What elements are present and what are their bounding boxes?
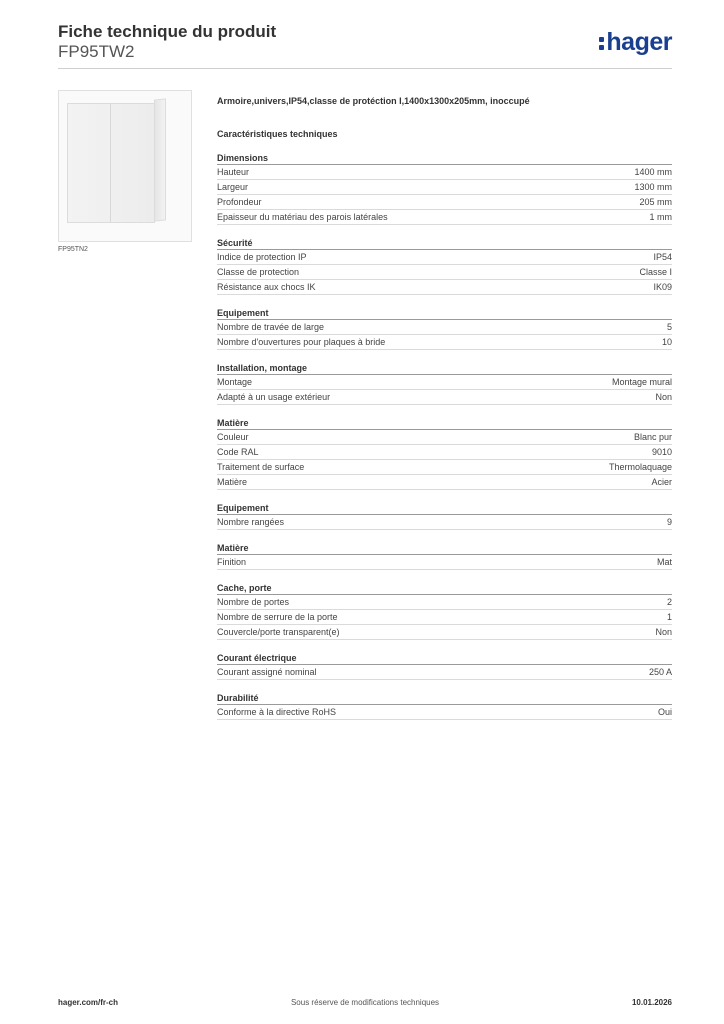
- spec-value: Oui: [657, 707, 672, 717]
- spec-value: 1 mm: [649, 212, 672, 222]
- spec-label: Epaisseur du matériau des parois latérales: [217, 212, 388, 222]
- spec-value: IK09: [653, 282, 672, 292]
- spec-label: Couvercle/porte transparent(e): [217, 627, 340, 637]
- footer-date: 10.01.2026: [631, 998, 672, 1007]
- cabinet-side-icon: [154, 98, 166, 221]
- spec-section: [217, 153, 672, 225]
- spec-section: [217, 363, 672, 405]
- footer-notice: Sous réserve de modifications techniques: [290, 998, 440, 1007]
- logo-dots-icon: [599, 35, 604, 51]
- section-title: Dimensions: [217, 153, 672, 165]
- image-caption: FP95TN2: [58, 246, 88, 253]
- spec-label: Nombre de serrure de la porte: [217, 612, 338, 622]
- spec-section: [217, 503, 672, 530]
- spec-value: 1: [666, 612, 672, 622]
- spec-value: Blanc pur: [633, 432, 672, 442]
- spec-row: [217, 265, 672, 280]
- spec-row: [217, 250, 672, 265]
- spec-value: Acier: [651, 477, 672, 487]
- spec-section: [217, 653, 672, 680]
- document-title: Fiche technique du produit: [58, 22, 277, 41]
- spec-label: Conforme à la directive RoHS: [217, 707, 337, 717]
- spec-value: Thermolaquage: [608, 462, 672, 472]
- spec-row: [217, 610, 672, 625]
- spec-section: [217, 238, 672, 295]
- spec-row: [217, 555, 672, 570]
- spec-row: [217, 195, 672, 210]
- short-description: Armoire,univers,IP54,classe de protéction I,1400x1300x205mm, inoccupé: [217, 96, 530, 106]
- spec-row: [217, 665, 672, 680]
- spec-value: Non: [655, 392, 672, 402]
- technical-heading: Caractéristiques techniques: [217, 129, 338, 139]
- spec-value: 205 mm: [639, 197, 672, 207]
- section-title: Sécurité: [217, 238, 672, 250]
- spec-value: 1400 mm: [634, 167, 672, 177]
- cabinet-front-icon: [67, 103, 155, 223]
- section-title: Equipement: [217, 503, 672, 515]
- section-title: Matière: [217, 543, 672, 555]
- spec-row: [217, 705, 672, 720]
- spec-label: Finition: [217, 557, 247, 567]
- section-title: Equipement: [217, 308, 672, 320]
- document-header: [58, 22, 276, 62]
- logo-text: hager: [606, 28, 672, 56]
- spec-label: Courant assigné nominal: [217, 667, 317, 677]
- spec-row: [217, 320, 672, 335]
- hager-logo: [599, 28, 672, 57]
- spec-label: Code RAL: [217, 447, 259, 457]
- spec-value: Montage mural: [611, 377, 672, 387]
- spec-label: Hauteur: [217, 167, 250, 177]
- spec-section: [217, 543, 672, 570]
- spec-row: [217, 210, 672, 225]
- section-title: Installation, montage: [217, 363, 672, 375]
- spec-row: [217, 390, 672, 405]
- spec-label: Adapté à un usage extérieur: [217, 392, 331, 402]
- spec-section: [217, 583, 672, 640]
- product-reference: FP95TW2: [58, 42, 135, 61]
- spec-label: Couleur: [217, 432, 249, 442]
- spec-label: Montage: [217, 377, 253, 387]
- spec-row: [217, 430, 672, 445]
- spec-row: [217, 625, 672, 640]
- spec-label: Nombre de portes: [217, 597, 290, 607]
- spec-section: [217, 418, 672, 490]
- spec-value: Mat: [656, 557, 672, 567]
- spec-row: [217, 445, 672, 460]
- spec-row: [217, 595, 672, 610]
- spec-value: 9010: [651, 447, 672, 457]
- spec-row: [217, 280, 672, 295]
- spec-value: IP54: [653, 252, 672, 262]
- spec-label: Traitement de surface: [217, 462, 305, 472]
- spec-row: [217, 165, 672, 180]
- spec-row: [217, 180, 672, 195]
- spec-value: 9: [666, 517, 672, 527]
- spec-label: Nombre de travée de large: [217, 322, 325, 332]
- spec-label: Indice de protection IP: [217, 252, 307, 262]
- section-title: Courant électrique: [217, 653, 672, 665]
- spec-section: [217, 308, 672, 350]
- spec-value: 2: [666, 597, 672, 607]
- spec-label: Nombre rangées: [217, 517, 285, 527]
- header-divider: [58, 68, 672, 69]
- section-title: Durabilité: [217, 693, 672, 705]
- spec-label: Résistance aux chocs IK: [217, 282, 316, 292]
- spec-label: Largeur: [217, 182, 249, 192]
- spec-row: [217, 475, 672, 490]
- spec-row: [217, 375, 672, 390]
- product-image: [58, 90, 192, 242]
- spec-label: Classe de protection: [217, 267, 300, 277]
- spec-value: 5: [666, 322, 672, 332]
- spec-row: [217, 460, 672, 475]
- section-title: Cache, porte: [217, 583, 672, 595]
- spec-label: Profondeur: [217, 197, 262, 207]
- spec-row: [217, 335, 672, 350]
- spec-value: 10: [661, 337, 672, 347]
- spec-value: 1300 mm: [634, 182, 672, 192]
- spec-value: 250 A: [648, 667, 672, 677]
- spec-row: [217, 515, 672, 530]
- spec-label: Nombre d'ouvertures pour plaques à bride: [217, 337, 386, 347]
- product-details: [217, 96, 672, 720]
- spec-value: Non: [655, 627, 672, 637]
- spec-label: Matière: [217, 477, 248, 487]
- spec-section: [217, 693, 672, 720]
- spec-sections: [217, 153, 672, 720]
- footer-website: hager.com/fr-ch: [58, 998, 119, 1007]
- spec-value: Classe I: [639, 267, 672, 277]
- section-title: Matière: [217, 418, 672, 430]
